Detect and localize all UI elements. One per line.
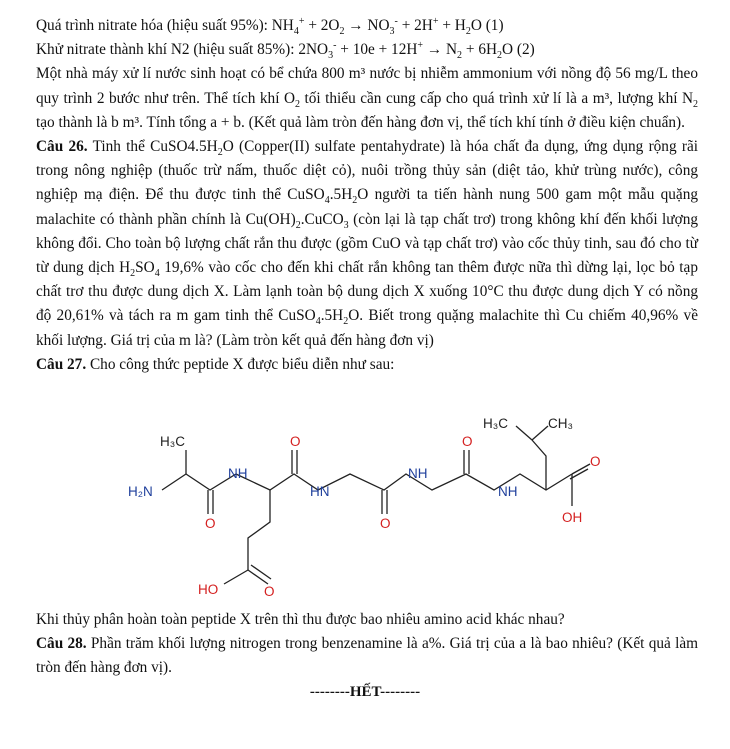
label-o-2: O xyxy=(290,434,301,449)
label-ch3: CH₃ xyxy=(548,416,573,431)
glu-acid-co-bond-b xyxy=(251,565,271,579)
label-hn-2: HN xyxy=(310,484,330,499)
question-27-prompt: Khi thủy phân hoàn toàn peptide X trên thì thu được bao nhiêu amino acid khác nhau? xyxy=(36,611,565,628)
question-26-label: Câu 26. xyxy=(36,138,88,156)
glu-acid-oh-bond xyxy=(224,570,248,584)
peptide-structure-diagram xyxy=(100,410,620,606)
label-o-6: O xyxy=(264,584,275,599)
question-28-label: Câu 28. xyxy=(36,635,87,653)
label-h3c-left: H₃C xyxy=(160,434,185,449)
label-nh-1: NH xyxy=(228,466,248,481)
question-26: Câu 26. Tinh thể $CuSO4.5H_2O$ (Copper(II) sulfate pentahydrate) là hóa chất đa dụng, ứng dụng rộng rãi trong nông nghiệp (thuốc trừ nấm, thuốc diệt cỏ), nuôi trồng thủy sản (diệt tảo, khử trùng nước), công nghiệp mạ điện. Để thu được tinh thể $CuSO_4.5H_2O$ người ta tiến hành nung 500 gam một mẫu quặng malachite có thành phần chính là $Cu(OH)_2.CuCO_3$ (còn lại là tạp chất trơ) trong không khí đến khối lượng không đổi. Cho toàn bộ lượng chất rắn thu được (gồm CuO và tạp chất trơ) vào cốc thủy tinh, sau đó cho từ từ dung dịch $H_2SO_4$ 19,6% vào cốc cho đến khi chất rắn không tan thêm được nữa thì dừng lại, lọc bỏ tạp chất trơ thu được dung dịch X. Làm lạnh toàn bộ dung dịch X xuống 10°C thu được dung dịch Y có nồng độ 20,61% và tách ra m gam tinh thể $CuSO_4.5H_2O$. Biết trong quặng malachite thì Cu chiếm 40,96% về khối lượng. Giá trị của m là? (Làm tròn kết quả đến hàng đơn vị) xyxy=(36,138,698,349)
question-27-label: Câu 27. xyxy=(36,355,87,373)
glu-acid-co-bond xyxy=(248,570,268,584)
label-o-3: O xyxy=(380,516,391,531)
label-nh-4: NH xyxy=(498,484,518,499)
glu-side-chain xyxy=(248,490,270,570)
val-methyl-left xyxy=(516,426,532,440)
label-o-5: O xyxy=(590,454,601,469)
label-h2n: H₂N xyxy=(128,484,153,499)
lower-section xyxy=(36,608,698,681)
label-oh: OH xyxy=(562,510,583,525)
label-ho: HO xyxy=(198,582,219,597)
label-h3c-right: H₃C xyxy=(483,416,508,431)
label-o-1: O xyxy=(205,516,216,531)
label-nh-3: NH xyxy=(408,466,428,481)
reaction-1: Quá trình nitrate hóa (hiệu suất 95%): $NH_4^+ + 2O_2 \to NO_3^- + 2H^+ + H_2O$ (1) xyxy=(36,15,504,38)
end-marker: --------HẾT-------- xyxy=(309,684,421,700)
label-o-4: O xyxy=(462,434,473,449)
question-28: Câu 28. Phần trăm khối lượng nitrogen trong benzenamine là a%. Giá trị của a là bao nhiêu? (Kết quả làm tròn đến hàng đơn vị). xyxy=(36,635,699,677)
question-25-body: Một nhà máy xử lí nước sinh hoạt có bể chứa 800 m³ nước bị nhiễm ammonium với nồng độ 56 mg/L theo quy trình 2 bước như trên. Thể tích khí $O_2$ tối thiểu cần cung cấp cho quá trình xử lí là a m³, lượng khí $N_2$ tạo thành là b m³. Tính tổng a + b. (Kết quả làm tròn đến hàng đơn vị, thể tích khí tính ở điều kiện chuẩn). xyxy=(36,65,699,131)
question-27: Câu 27. Cho công thức peptide X được biểu diễn như sau: xyxy=(36,355,395,373)
val-methyl-right xyxy=(532,426,548,440)
document-page xyxy=(36,14,698,377)
reaction-2: Khử nitrate thành khí N2 (hiệu suất 85%): $2NO_3^- + 10e + 12H^+ \to N_2 + 6H_2O$ (2) xyxy=(36,40,535,62)
